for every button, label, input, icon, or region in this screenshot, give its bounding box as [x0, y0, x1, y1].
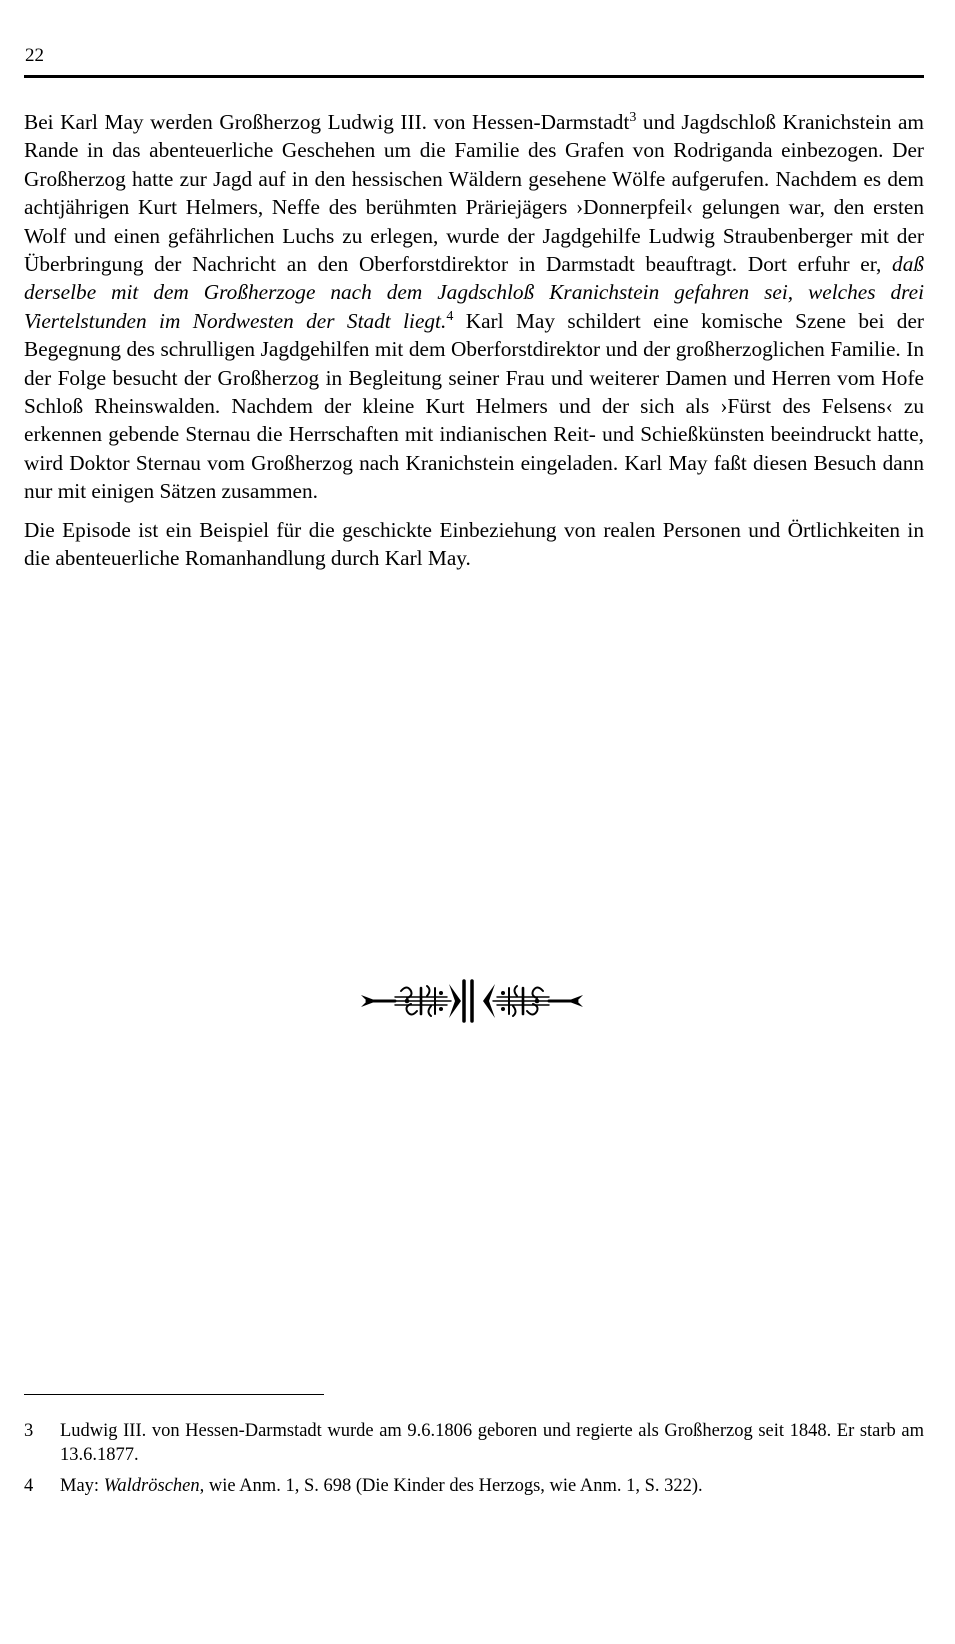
footnote-ref-3: 3 [629, 109, 637, 125]
paragraph-1-part-1: Bei Karl May werden Großherzog Ludwig III. von Hessen-Darmstadt [24, 110, 630, 134]
footnote-4 [24, 1474, 924, 1498]
paragraph-2: Die Episode ist ein Beispiel für die geschickte Einbeziehung von realen Personen und Örtlichkeiten in die abenteuerliche Romanhandlung durch Karl May. [24, 517, 924, 571]
decorative-ornament [361, 978, 583, 1024]
footnotes [24, 1419, 924, 1505]
main-text [24, 108, 924, 583]
footnote-rule [24, 1394, 324, 1395]
paragraph-1-part-3: Karl May schildert eine komische Szene bei der Begegnung des schrulligen Jagdgehilfen mit dem Oberforstdirektor und der großherzoglichen Familie. In der Folge besucht der Großherzog in Begleitung seiner Frau und weiterer Damen und Herren vom Hofe Schloß Rheinswalden. Nachdem der kleine Kurt Helmers und der sich als ›Fürst des Felsens‹ zu erkennen gebende Sternau die Herrschaften mit indianischen Reit- und Schießkünsten beeindruckt hatte, wird Doktor Sternau vom Großherzog nach Kranichstein eingeladen. Karl May faßt diesen Besuch dann nur mit einigen Sätzen zusammen. [24, 308, 924, 504]
footnote-prefix: May: [60, 1476, 104, 1496]
footnote-title-italic: Waldröschen [103, 1476, 200, 1496]
page-number: 22 [25, 45, 44, 66]
footnote-text [60, 1474, 924, 1498]
footnote-text: Ludwig III. von Hessen-Darmstadt wurde am 9.6.1806 geboren und regierte als Großherzog seit 1848. Er starb am 13.6.1877. [60, 1421, 924, 1465]
paragraph-1 [24, 108, 924, 506]
quotation-italic: daß derselbe mit dem Großherzoge nach dem Jagdschloß Kranichstein gefahren sei, welches drei Viertelstunden im Nordwesten der Stadt liegt. [24, 252, 924, 333]
paragraph-1-part-2: und Jagdschloß Kranichstein am Rande in das abenteuerliche Geschehen um die Familie des Grafen von Rodriganda einbezogen. Der Großherzog hatte zur Jagd auf in den hessischen Wäldern gesehene Wölfe aufgerufen. Nachdem es dem achtjährigen Kurt Helmers, Neffe des berühmten Präriejägers ›Donnerpfeil‹ gelungen war, den ersten Wolf und einen gefährlichen Luchs zu erlegen, wurde der Jagdgehilfe Ludwig Straubenberger mit der Überbringung der Nachricht an den Oberforstdirektor in Darmstadt beauftragt. Dort erfuhr er, [24, 110, 925, 277]
footnote-3 [24, 1419, 924, 1467]
footnote-ref-4: 4 [446, 308, 454, 324]
footnote-number: 4 [24, 1476, 34, 1496]
footnote-suffix: , wie Anm. 1, S. 698 (Die Kinder des Herzogs, wie Anm. 1, S. 322). [199, 1476, 703, 1496]
header-rule [24, 75, 924, 78]
footnote-number: 3 [24, 1421, 34, 1441]
